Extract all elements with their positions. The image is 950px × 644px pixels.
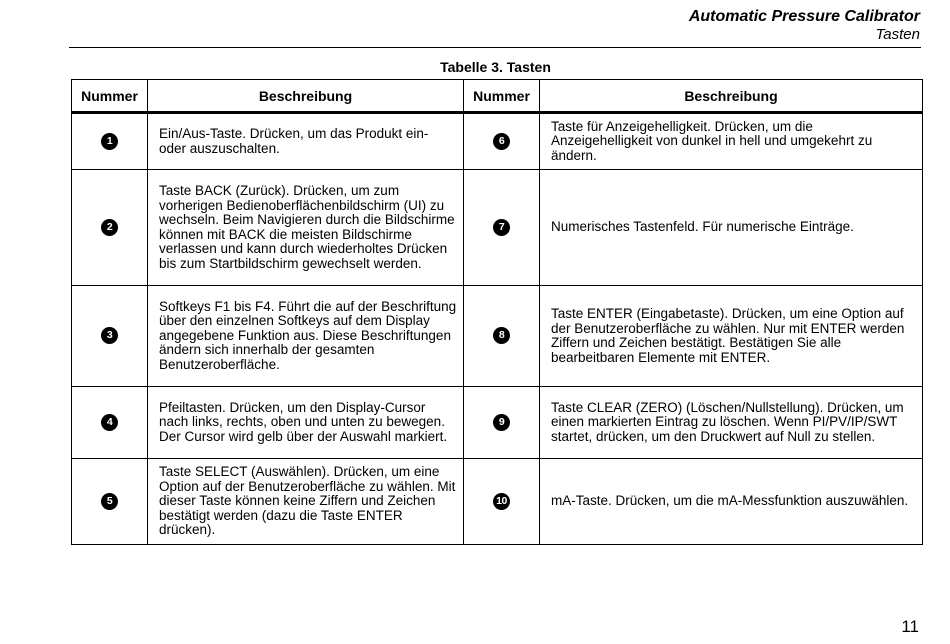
description-cell: Taste CLEAR (ZERO) (Löschen/Nullstellung). Drücken, um einen markierten Eintrag zu löschen. Wenn PI/PV/IP/SWT startet, drücken, um den Druckwert auf Null zu stellen.: [540, 387, 923, 459]
description-cell: Softkeys F1 bis F4. Führt die auf der Beschriftung über den einzelnen Softkeys auf dem Display angegebene Funktion aus. Diese Beschriftungen ändern sich innerhalb der gesamten Benutzeroberfläche.: [148, 286, 464, 387]
number-badge: 8: [493, 327, 510, 344]
description-cell: Taste für Anzeigehelligkeit. Drücken, um die Anzeigehelligkeit von dunkel in hell und umgekehrt zu ändern.: [540, 113, 923, 170]
number-badge: 2: [101, 219, 118, 236]
number-cell: [464, 170, 540, 286]
number-badge: 1: [101, 133, 118, 150]
description-cell: mA-Taste. Drücken, um die mA-Messfunktion auszuwählen.: [540, 459, 923, 545]
description-cell: Taste SELECT (Auswählen). Drücken, um eine Option auf der Benutzeroberfläche zu wählen. Mit dieser Taste können keine Ziffern und Zeichen bestätigt werden (dazu die Taste ENTER drücken).: [148, 459, 464, 545]
table-row: [72, 113, 923, 170]
page-header: [689, 7, 920, 44]
table-caption: Tabelle 3. Tasten: [440, 59, 551, 75]
description-cell: Taste BACK (Zurück). Drücken, um zum vorherigen Bedienoberflächenbildschirm (UI) zu wechseln. Beim Navigieren durch die Bildschirme können mit BACK die meisten Bildschirme verlassen und kann durch wiederholtes Drücken bis zum Startbildschirm gewechselt werden.: [148, 170, 464, 286]
number-cell: [72, 170, 148, 286]
number-cell: [72, 459, 148, 545]
number-cell: [72, 387, 148, 459]
number-badge: 5: [101, 493, 118, 510]
column-header-description: Beschreibung: [540, 80, 923, 113]
table-header-row: [72, 80, 923, 113]
description-cell: Ein/Aus-Taste. Drücken, um das Produkt ein- oder auszuschalten.: [148, 113, 464, 170]
number-badge: 7: [493, 219, 510, 236]
number-badge: 3: [101, 327, 118, 344]
number-cell: [464, 459, 540, 545]
number-badge: 4: [101, 414, 118, 431]
column-header-number: Nummer: [464, 80, 540, 113]
document-title: Automatic Pressure Calibrator: [688, 8, 920, 25]
table-row: [72, 387, 923, 459]
header-divider: [69, 47, 921, 48]
keys-table: [71, 79, 923, 545]
number-cell: [72, 286, 148, 387]
number-cell: [464, 286, 540, 387]
page-number: 11: [901, 617, 919, 636]
number-cell: [72, 113, 148, 170]
description-cell: Pfeiltasten. Drücken, um den Display-Cursor nach links, rechts, oben und unten zu bewegen. Der Cursor wird gelb über der Auswahl markiert.: [148, 387, 464, 459]
column-header-number: Nummer: [72, 80, 148, 113]
section-title: Tasten: [875, 26, 920, 43]
number-cell: [464, 113, 540, 170]
description-cell: Taste ENTER (Eingabetaste). Drücken, um eine Option auf der Benutzeroberfläche zu wählen. Nur mit ENTER werden Ziffern und Zeichen bestätigt. Bestätigen Sie alle bearbeitbaren Elemente mit ENTER.: [540, 286, 923, 387]
number-badge: 10: [493, 493, 510, 510]
description-cell: Numerisches Tastenfeld. Für numerische Einträge.: [540, 170, 923, 286]
number-cell: [464, 387, 540, 459]
number-badge: 6: [493, 133, 510, 150]
table-row: [72, 459, 923, 545]
table-row: [72, 286, 923, 387]
table-row: [72, 170, 923, 286]
number-badge: 9: [493, 414, 510, 431]
column-header-description: Beschreibung: [148, 80, 464, 113]
